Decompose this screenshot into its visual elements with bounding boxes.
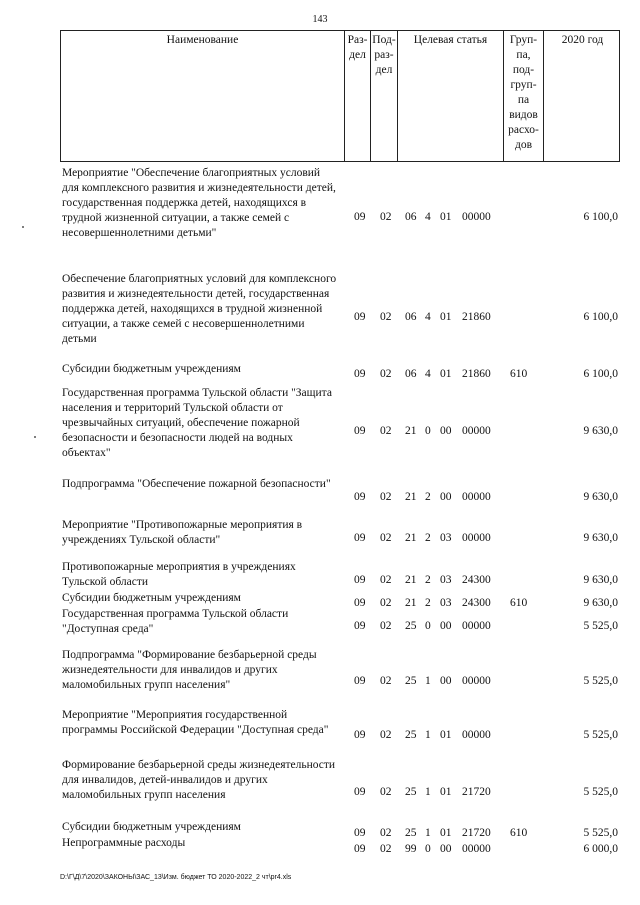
cell-p3: 00: [440, 425, 452, 437]
cell-podr: 02: [380, 425, 392, 437]
cell-razd: 09: [354, 211, 366, 223]
cell-razd: 09: [354, 368, 366, 380]
cell-razd: 09: [354, 675, 366, 687]
row-name: Государственная программа Тульской области "Доступная среда": [62, 608, 289, 635]
cell-p3: 01: [440, 368, 452, 380]
cell-p2: 4: [425, 211, 431, 223]
row-name: Подпрограмма "Формирование безбарьерной среды жизнедеятельности для инвалидов и других маломобильных групп населения": [62, 649, 317, 691]
cell-p3: 00: [440, 843, 452, 855]
cell-p3: 01: [440, 827, 452, 839]
cell-razd: 09: [354, 532, 366, 544]
cell-p1: 21: [405, 574, 417, 586]
cell-podr: 02: [380, 620, 392, 632]
cell-razd: 09: [354, 786, 366, 798]
scan-speck: [22, 226, 24, 228]
cell-p2: 1: [425, 786, 431, 798]
cell-p2: 1: [425, 729, 431, 741]
cell-p1: 25: [405, 620, 417, 632]
cell-p1: 25: [405, 729, 417, 741]
cell-podr: 02: [380, 491, 392, 503]
cell-p2: 0: [425, 425, 431, 437]
cell-p1: 21: [405, 491, 417, 503]
cell-p4: 00000: [462, 532, 491, 544]
row-name: Непрограммные расходы: [62, 837, 186, 849]
cell-vid: 610: [510, 597, 528, 609]
cell-sum: 9 630,0: [583, 574, 618, 586]
cell-p4: 24300: [462, 597, 491, 609]
table-header: [60, 30, 620, 162]
cell-podr: 02: [380, 311, 392, 323]
cell-sum: 6 000,0: [583, 843, 618, 855]
cell-sum: 9 630,0: [583, 491, 618, 503]
cell-p1: 21: [405, 425, 417, 437]
cell-p3: 01: [440, 729, 452, 741]
row-name: Субсидии бюджетным учреждениям: [62, 363, 241, 375]
cell-p3: 03: [440, 532, 452, 544]
cell-p3: 01: [440, 211, 452, 223]
row-name: Мероприятие "Обеспечение благоприятных условий для комплексного развития и жизнедеятельности детей, государственная поддержка детей, находящихся в трудной жизненной ситуации, а также семей с несовершеннолетними детьми": [62, 167, 336, 239]
cell-p1: 06: [405, 311, 417, 323]
cell-p2: 0: [425, 843, 431, 855]
header-podrazdel: Под- раз- дел: [370, 31, 397, 161]
cell-p2: 4: [425, 368, 431, 380]
cell-p4: 21720: [462, 786, 491, 798]
cell-p2: 2: [425, 597, 431, 609]
cell-sum: 5 525,0: [583, 729, 618, 741]
cell-p4: 00000: [462, 620, 491, 632]
cell-p2: 4: [425, 311, 431, 323]
cell-p1: 25: [405, 827, 417, 839]
cell-p2: 0: [425, 620, 431, 632]
cell-razd: 09: [354, 491, 366, 503]
cell-razd: 09: [354, 729, 366, 741]
cell-p2: 1: [425, 827, 431, 839]
cell-sum: 6 100,0: [583, 311, 618, 323]
cell-podr: 02: [380, 729, 392, 741]
cell-razd: 09: [354, 597, 366, 609]
row-name: Мероприятие "Мероприятия государственной программы Российской Федерации "Доступная среда": [62, 709, 329, 736]
row-name: Субсидии бюджетным учреждениям: [62, 592, 241, 604]
cell-razd: 09: [354, 827, 366, 839]
cell-p4: 21720: [462, 827, 491, 839]
row-name: Государственная программа Тульской области "Защита населения и территорий Тульской области от чрезвычайных ситуаций, обеспечение пожарной безопасности и безопасности людей на водных объектах": [62, 387, 332, 459]
cell-p1: 99: [405, 843, 417, 855]
cell-p3: 00: [440, 675, 452, 687]
row-name: Мероприятие "Противопожарные мероприятия в учреждениях Тульской области": [62, 519, 303, 546]
cell-sum: 5 525,0: [583, 620, 618, 632]
cell-razd: 09: [354, 843, 366, 855]
cell-p4: 00000: [462, 675, 491, 687]
cell-sum: 9 630,0: [583, 532, 618, 544]
cell-p2: 1: [425, 675, 431, 687]
header-year: 2020 год: [543, 31, 621, 161]
cell-podr: 02: [380, 843, 392, 855]
cell-p1: 21: [405, 532, 417, 544]
row-name: Обеспечение благоприятных условий для комплексного развития и жизнедеятельности детей, государственная поддержка детей, находящихся в трудной жизненной ситуации, а также семей с несовершеннолетними детьми: [62, 273, 337, 345]
cell-sum: 6 100,0: [583, 368, 618, 380]
cell-p4: 24300: [462, 574, 491, 586]
cell-p4: 00000: [462, 491, 491, 503]
cell-sum: 5 525,0: [583, 827, 618, 839]
cell-podr: 02: [380, 532, 392, 544]
cell-sum: 9 630,0: [583, 597, 618, 609]
cell-p4: 21860: [462, 311, 491, 323]
cell-razd: 09: [354, 620, 366, 632]
cell-p2: 2: [425, 532, 431, 544]
cell-p4: 00000: [462, 211, 491, 223]
row-name: Формирование безбарьерной среды жизнедеятельности для инвалидов, детей-инвалидов и других маломобильных групп населения: [62, 759, 336, 801]
cell-podr: 02: [380, 368, 392, 380]
cell-p1: 25: [405, 675, 417, 687]
cell-p3: 01: [440, 311, 452, 323]
cell-p2: 2: [425, 491, 431, 503]
row-name: Субсидии бюджетным учреждениям: [62, 821, 241, 833]
cell-sum: 9 630,0: [583, 425, 618, 437]
cell-podr: 02: [380, 211, 392, 223]
cell-razd: 09: [354, 425, 366, 437]
cell-podr: 02: [380, 827, 392, 839]
row-name: Подпрограмма "Обеспечение пожарной безопасности": [62, 478, 331, 490]
cell-sum: 5 525,0: [583, 786, 618, 798]
page-number: 143: [312, 14, 328, 25]
scan-speck: [34, 436, 36, 438]
cell-p3: 00: [440, 620, 452, 632]
cell-p4: 00000: [462, 843, 491, 855]
cell-p1: 06: [405, 368, 417, 380]
cell-podr: 02: [380, 597, 392, 609]
header-group: Груп- па, под- груп- па видов расхо- дов: [503, 31, 543, 161]
cell-p3: 03: [440, 597, 452, 609]
cell-sum: 5 525,0: [583, 675, 618, 687]
cell-p1: 25: [405, 786, 417, 798]
cell-p3: 01: [440, 786, 452, 798]
row-name: Противопожарные мероприятия в учреждениях Тульской области: [62, 561, 296, 588]
cell-podr: 02: [380, 675, 392, 687]
file-path: D:\Г\Д\7\2020\ЗАКОНЫ\ЗАС_13\Изм. бюджет ТО 2020-2022_2 чт\pr4.xls: [60, 874, 292, 881]
header-target: Целевая статья: [397, 31, 503, 161]
cell-podr: 02: [380, 574, 392, 586]
cell-razd: 09: [354, 574, 366, 586]
header-name: Наименование: [166, 34, 239, 46]
cell-vid: 610: [510, 368, 528, 380]
cell-vid: 610: [510, 827, 528, 839]
cell-p2: 2: [425, 574, 431, 586]
header-razdel: Раз- дел: [344, 31, 370, 161]
cell-razd: 09: [354, 311, 366, 323]
cell-p1: 06: [405, 211, 417, 223]
cell-p4: 21860: [462, 368, 491, 380]
cell-p4: 00000: [462, 729, 491, 741]
cell-p1: 21: [405, 597, 417, 609]
cell-podr: 02: [380, 786, 392, 798]
cell-p3: 03: [440, 574, 452, 586]
cell-p3: 00: [440, 491, 452, 503]
cell-p4: 00000: [462, 425, 491, 437]
cell-sum: 6 100,0: [583, 211, 618, 223]
